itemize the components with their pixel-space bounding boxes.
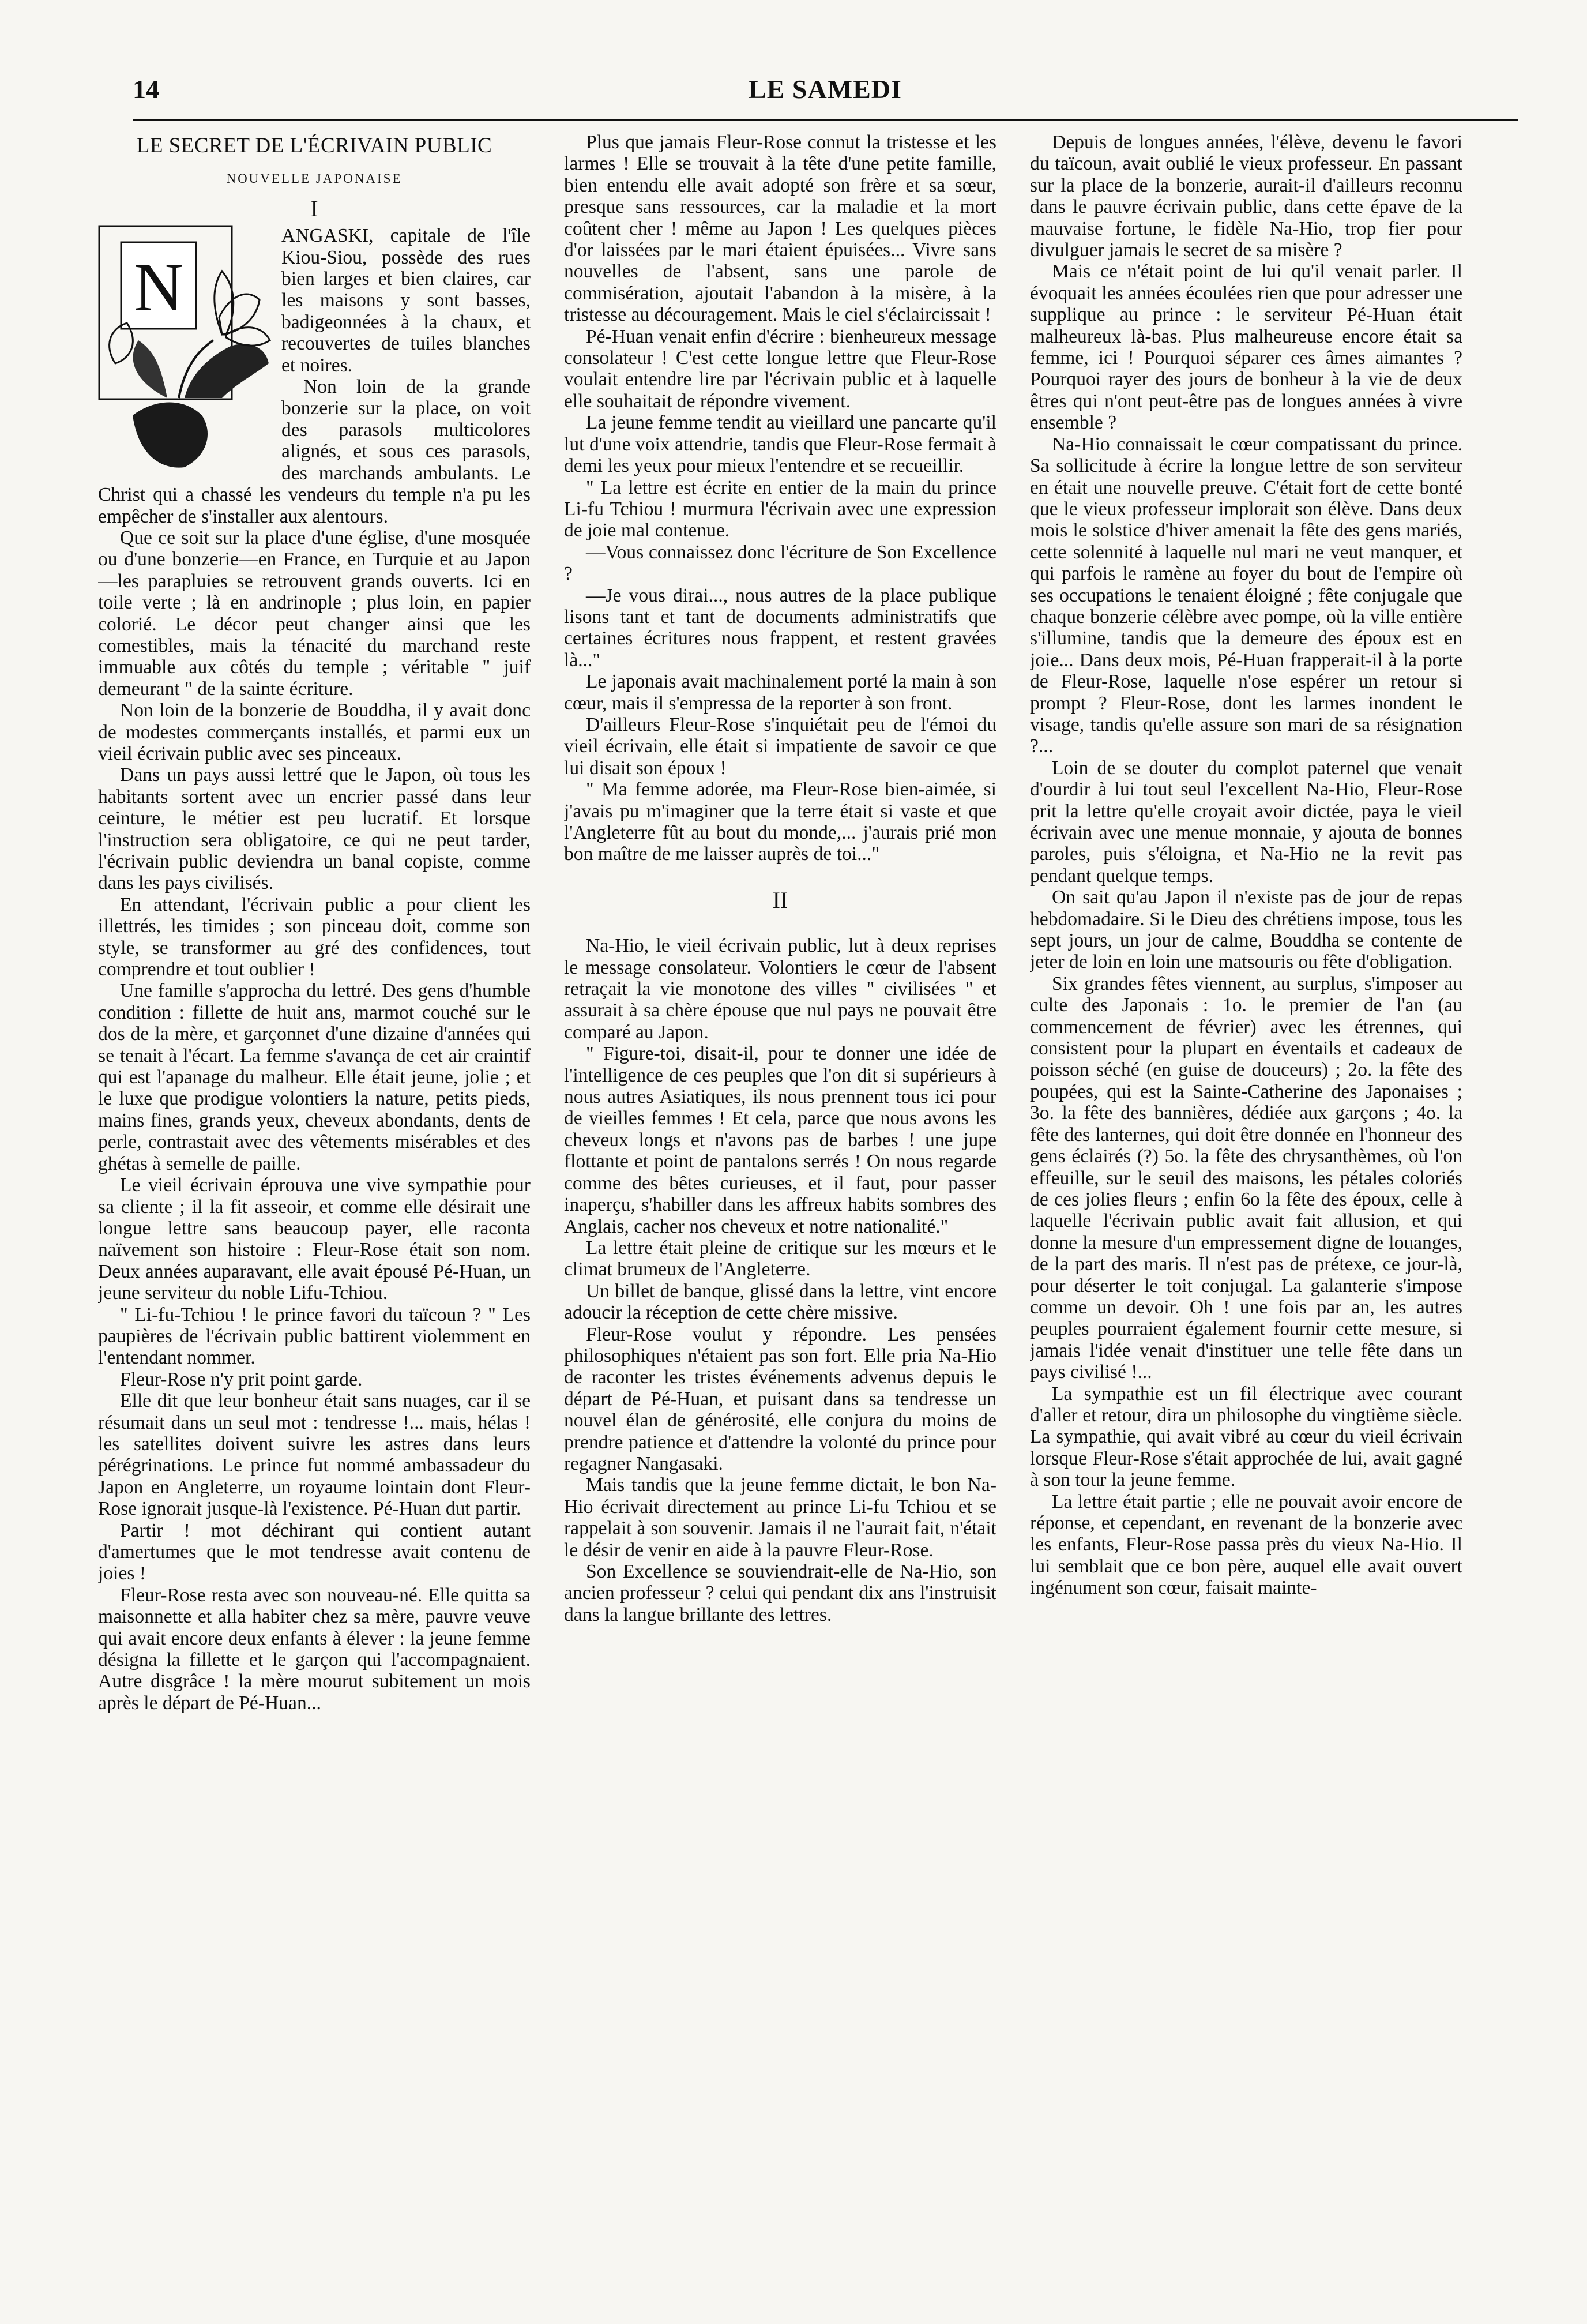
paragraph-30: Depuis de longues années, l'élève, devenu le favori du taïcoun, avait oublié le vieux professeur. En passant sur la place de la bonzerie, aurait-il d'ailleurs reconnu dans le pauvre écrivain public, dans cette épave de la mauvaise fortune, le fidèle Na-Hio, trop fier pour divulguer jamais le secret de sa misère ? — [1030, 132, 1462, 261]
dropcap-lotus-illustration — [98, 225, 272, 472]
paragraph-32: Na-Hio connaissait le cœur compatissant du prince. Sa sollicitude à écrire la longue lettre de son serviteur en était une nouvelle preuve. C'était fort de cette bonté que le vieux professeur implorait son élève. Dans deux mois le solstice d'hiver amenait la fête des gens mariés, cette solennité à laquelle nul mari ne veut manquer, et qui parfois le ramène au foyer du bout de l'empire où ses occupations le tenaient éloigné ; fête conjugale que chaque bonzerie célèbre avec pompe, où la ville entière s'illumine, tandis que la demeure des époux est en joie... Dans deux mois, Pé-Huan frapperait-il à la porte de Fleur-Rose, laquelle n'ose espérer un retour si prompt ? Fleur-Rose, dont les larmes inondent le visage, tandis qu'elle assure son mari de sa résignation ?... — [1030, 433, 1462, 757]
paragraph-35: Six grandes fêtes viennent, au surplus, s'imposer au culte des Japonais : 1o. le premier de l'an (au commencement de février) avec les étrennes, qui consistent pour la plupart en éventails et cadeaux de poisson séché (en guise de douceurs) ; 2o. la fête des poupées, qui est la Sainte-Catherine des Japonaises ; 3o. la fête des bannières, dédiée aux garçons ; 4o. la fête des lanternes, qui doit être donnée en l'honneur des gens éclairés (?) 5o. la fête des chrysanthèmes, où l'on effeuille, sur le seuil des maisons, les pétales coloriés de ces jolies fleurs ; enfin 6o la fête des époux, celle à laquelle l'écrivain public avait fait allusion, et qui donne la mesure d'un empressement digne de louanges, de la part des maris. Il n'est pas de prétexe, ce jour-là, pour déserter le toit conjugal. La galanterie s'impose comme un devoir. Oh ! une fois par an, les autres peuples pourraient également fournir cette mesure, si jamais l'idée venait d'instituer une telle fête dans un pays civilisé !... — [1030, 973, 1462, 1383]
paragraph-23: Na-Hio, le vieil écrivain public, lut à deux reprises le message consolateur. Volontiers le cœur de l'absent retraçait la vie monotone des villes " civilisées " et assurait à sa chère épouse que nul pays ne pouvait être comparé au Japon. — [564, 935, 996, 1043]
paragraph-13: Fleur-Rose resta avec son nouveau-né. Elle quitta sa maisonnette et alla habiter chez sa mère, pauvre veuve qui avait encore deux enfants à élever : la jeune femme désigna la fillette et le garçon qui l'accompagnaient. Autre disgrâce ! la mère mourut subitement un mois après le départ de Pé-Huan... — [98, 1584, 531, 1714]
paragraph-9: " Li-fu-Tchiou ! le prince favori du taïcoun ? " Les paupières de l'écrivain public battirent violemment en l'entendant nommer. — [98, 1304, 531, 1369]
paragraph-3: Que ce soit sur la place d'une église, d'une mosquée ou d'une bonzerie—en France, en Turquie et au Japon—les parapluies se retrouvent grands ouverts. Ici en toile verte ; là en andrinople ; plus loin, en papier colorié. Le décor peut changer ainsi que les comestibles, mais la ténacité du marchand reste immuable aux côtés du temple ; véritable " juif demeurant " de la sainte écriture. — [98, 527, 531, 700]
paragraph-28: Mais tandis que la jeune femme dictait, le bon Na-Hio écrivait directement au prince Li-fu Tchiou et se rappelait à son souvenir. Jamais il ne l'aurait fait, n'était le désir de venir en aide à la pauvre Fleur-Rose. — [564, 1474, 996, 1561]
page-header — [133, 69, 1518, 115]
dropcap-letter: N — [133, 249, 184, 326]
column-2 — [564, 132, 996, 2301]
paragraph-6: En attendant, l'écrivain public a pour client les illettrés, les timides ; son pinceau doit, comme son style, se transformer au gré des confidences, tout comprendre et tout oublier ! — [98, 893, 531, 981]
paragraph-5: Dans un pays aussi lettré que le Japon, où tous les habitants sortent avec un encrier passé dans leur ceinture, le métier est peu lucratif. Et lorsque l'instruction sera obligatoire, ce qui ne peut tarder, l'écrivain public deviendra un banal copiste, comme dans les pays civilisés. — [98, 764, 531, 894]
paragraph-2: Non loin de la grande bonzerie sur la place, on voit des parasols multicolores alignés, et sous ces parasols, des marchands ambulants. Le Christ qui a chassé les vendeurs du temple n'a pu les empêcher de s'installer aux alentours. — [98, 376, 531, 527]
paragraph-16: La jeune femme tendit au vieillard une pancarte qu'il lut d'une voix attendrie, tandis que Fleur-Rose fermait à demi les yeux pour mieux l'entendre et se recueillir. — [564, 412, 996, 477]
paragraph-8: Le vieil écrivain éprouva une vive sympathie pour sa cliente ; il la fit asseoir, et comme elle désirait une longue lettre sans beaucoup payer, elle raconta naïvement son histoire : Fleur-Rose était son nom. Deux années auparavant, elle avait épousé Pé-Huan, un jeune serviteur du noble Lifu-Tchiou. — [98, 1174, 531, 1304]
section-number-2: II — [772, 887, 788, 913]
paragraph-10: Fleur-Rose n'y prit point garde. — [120, 1368, 363, 1390]
paragraph-26: Un billet de banque, glissé dans la lettre, vint encore adoucir la réception de cette chère missive. — [564, 1280, 996, 1324]
paragraph-34: On sait qu'au Japon il n'existe pas de jour de repas hebdomadaire. Si le Dieu des chrétiens impose, tous les sept jours, un jour de calme, Bouddha se contente de jeter de loin en loin une matsouris ou fête d'obligation. — [1030, 887, 1462, 973]
paragraph-7: Une famille s'approcha du lettré. Des gens d'humble condition : fillette de huit ans, marmot couché sur le dos de la mère, et garçonnet d'une dizaine d'années qui se tenait à l'écart. La femme s'avança de cet air craintif qui est l'apanage du malheur. Elle était jeune, jolie ; et le luxe que prodigue volontiers la nature, petits pieds, mains fines, grands yeux, cheveux abondants, dents de perle, contrastait avec des vêtements misérables et des ghétas à semelle de paille. — [98, 980, 531, 1174]
paragraph-19: —Je vous dirai..., nous autres de la place publique lisons tant et tant de documents administratifs que certaines écritures nous frappent, et restent gravées là..." — [564, 584, 996, 671]
paragraph-11: Elle dit que leur bonheur était sans nuages, car il se résumait dans un seul mot : tendresse !... mais, hélas ! les satellites doivent suivre les astres dans leurs pérégrinations. Le prince fut nommé ambassadeur du Japon en Angleterre, un royaume lointain dont Fleur-Rose ignorait jusque-là l'existence. Pé-Huan dut partir. — [98, 1390, 531, 1520]
paragraph-12: Partir ! mot déchirant qui contient autant d'amertumes que le mot tendresse avait contenu de joies ! — [98, 1519, 531, 1585]
paragraph-21: D'ailleurs Fleur-Rose s'inquiétait peu de l'émoi du vieil écrivain, elle était si impatiente de savoir ce que lui disait son époux ! — [564, 714, 996, 779]
paragraph-20: Le japonais avait machinalement porté la main à son cœur, mais il s'empressa de la reporter à son front. — [564, 671, 996, 714]
paragraph-25: La lettre était pleine de critique sur les mœurs et le climat brumeux de l'Angleterre. — [564, 1237, 996, 1281]
journal-title: LE SAMEDI — [749, 74, 902, 104]
paragraph-1: ANGASKI, capitale de l'île Kiou-Siou, possède des rues bien larges et bien claires, car les maisons y sont basses, badigeonnées à la chaux, et recouvertes de tuiles blanches et noires. — [281, 225, 531, 376]
paragraph-27: Fleur-Rose voulut y répondre. Les pensées philosophiques n'étaient pas son fort. Elle pria Na-Hio de raconter les tristes événements advenus depuis le départ de Pé-Huan, et puisant dans sa tendresse un nouvel élan de générosité, elle conjura du moins de prendre patience et d'attendre la volonté du prince pour regagner Nangasaki. — [564, 1323, 996, 1474]
paragraph-4: Non loin de la bonzerie de Bouddha, il y avait donc de modestes commerçants installés, et parmi eux un vieil écrivain public avec ses pinceaux. — [98, 700, 531, 764]
paragraph-24: " Figure-toi, disait-il, pour te donner une idée de l'intelligence de ces peuples que l'on dit si supérieurs à nous autres Asiatiques, ils nous prennent tous ici pour de vieilles femmes ! Et cela, parce que nous avons les cheveux longs et n'avons pas de barbes ! une jupe flottante et point de pantalons serrés ! On nous regarde comme des bêtes curieuses, et il faut, pour passer inaperçu, s'habiller dans les affreux habits sombres des Anglais, cacher nos cheveux et notre nationalité." — [564, 1043, 996, 1237]
paragraph-14: Plus que jamais Fleur-Rose connut la tristesse et les larmes ! Elle se trouvait à la tête d'une petite famille, bien entendu elle avait adopté son frère et sa sœur, presque sans ressources, car la maladie et la mort coûtent cher ! même au Japon ! Les quelques pièces d'or laissées par le mari étaient épuisées... Vivre sans nouvelles de l'absent, sans une parole de commisération, ajoutait l'abandon à la misère, à la tristesse au découragement. Mais le ciel s'éclaircissait ! — [564, 132, 996, 326]
paragraph-15: Pé-Huan venait enfin d'écrire : bienheureux message consolateur ! C'est cette longue lettre que Fleur-Rose voulait entendre lire par l'écrivain public et à laquelle elle souhaitait de répondre vivement. — [564, 325, 996, 412]
section-number-1: I — [310, 195, 318, 221]
paragraph-31: Mais ce n'était point de lui qu'il venait parler. Il évoquait les années écoulées rien que pour adresser une supplique au prince : le serviteur Pé-Huan était malheureux là-bas. Plus malheureuse encore était sa femme, ici ! Pourquoi séparer ces âmes aimantes ? Pourquoi rayer des jours de bonheur à la vie de deux êtres qui n'ont peut-être pas de longues années à vivre ensemble ? — [1030, 261, 1462, 434]
paragraph-29: Son Excellence se souviendrait-elle de Na-Hio, son ancien professeur ? celui qui pendant dix ans l'instruisit dans la langue brillante des lettres. — [564, 1561, 996, 1625]
page-number: 14 — [133, 74, 159, 104]
paragraph-22: " Ma femme adorée, ma Fleur-Rose bien-aimée, si j'avais pu m'imaginer que la terre était si vaste et que l'Angleterre fût au bout du monde,... j'aurais prié mon bon maître de me laisser auprès de toi..." — [564, 779, 996, 865]
header-rule — [133, 119, 1518, 121]
column-1 — [98, 132, 531, 2301]
article-title: LE SECRET DE L'ÉCRIVAIN PUBLIC — [136, 134, 492, 157]
column-3 — [1030, 132, 1462, 2301]
paragraph-36: La sympathie est un fil électrique avec courant d'aller et retour, dira un philosophe du vingtième siècle. La sympathie, qui avait vibré au cœur du vieil écrivain lorsque Fleur-Rose s'était approchée de lui, avait gagné à son tour la jeune femme. — [1030, 1383, 1462, 1491]
article-subtitle: NOUVELLE JAPONAISE — [226, 171, 403, 186]
paragraph-17: " La lettre est écrite en entier de la main du prince Li-fu Tchiou ! murmura l'écrivain avec une expression de joie mal contenue. — [564, 476, 996, 542]
paragraph-18: —Vous connaissez donc l'écriture de Son Excellence ? — [564, 541, 996, 585]
paragraph-33: Loin de se douter du complot paternel que venait d'ourdir à lui tout seul l'excellent Na-Hio, Fleur-Rose prit la lettre qu'elle croyait avoir dictée, paya le vieil écrivain avec une menue monnaie, y ajouta de bonnes paroles, puis s'éloigna, et Na-Hio ne la revit pas pendant quelque temps. — [1030, 757, 1462, 887]
paragraph-37: La lettre était partie ; elle ne pouvait avoir encore de réponse, et cependant, en revenant de la bonzerie avec les enfants, Fleur-Rose passa près du vieux Na-Hio. Il lui semblait que ce bon père, auquel elle avait ouvert ingénument son cœur, faisait mainte- — [1030, 1490, 1462, 1599]
